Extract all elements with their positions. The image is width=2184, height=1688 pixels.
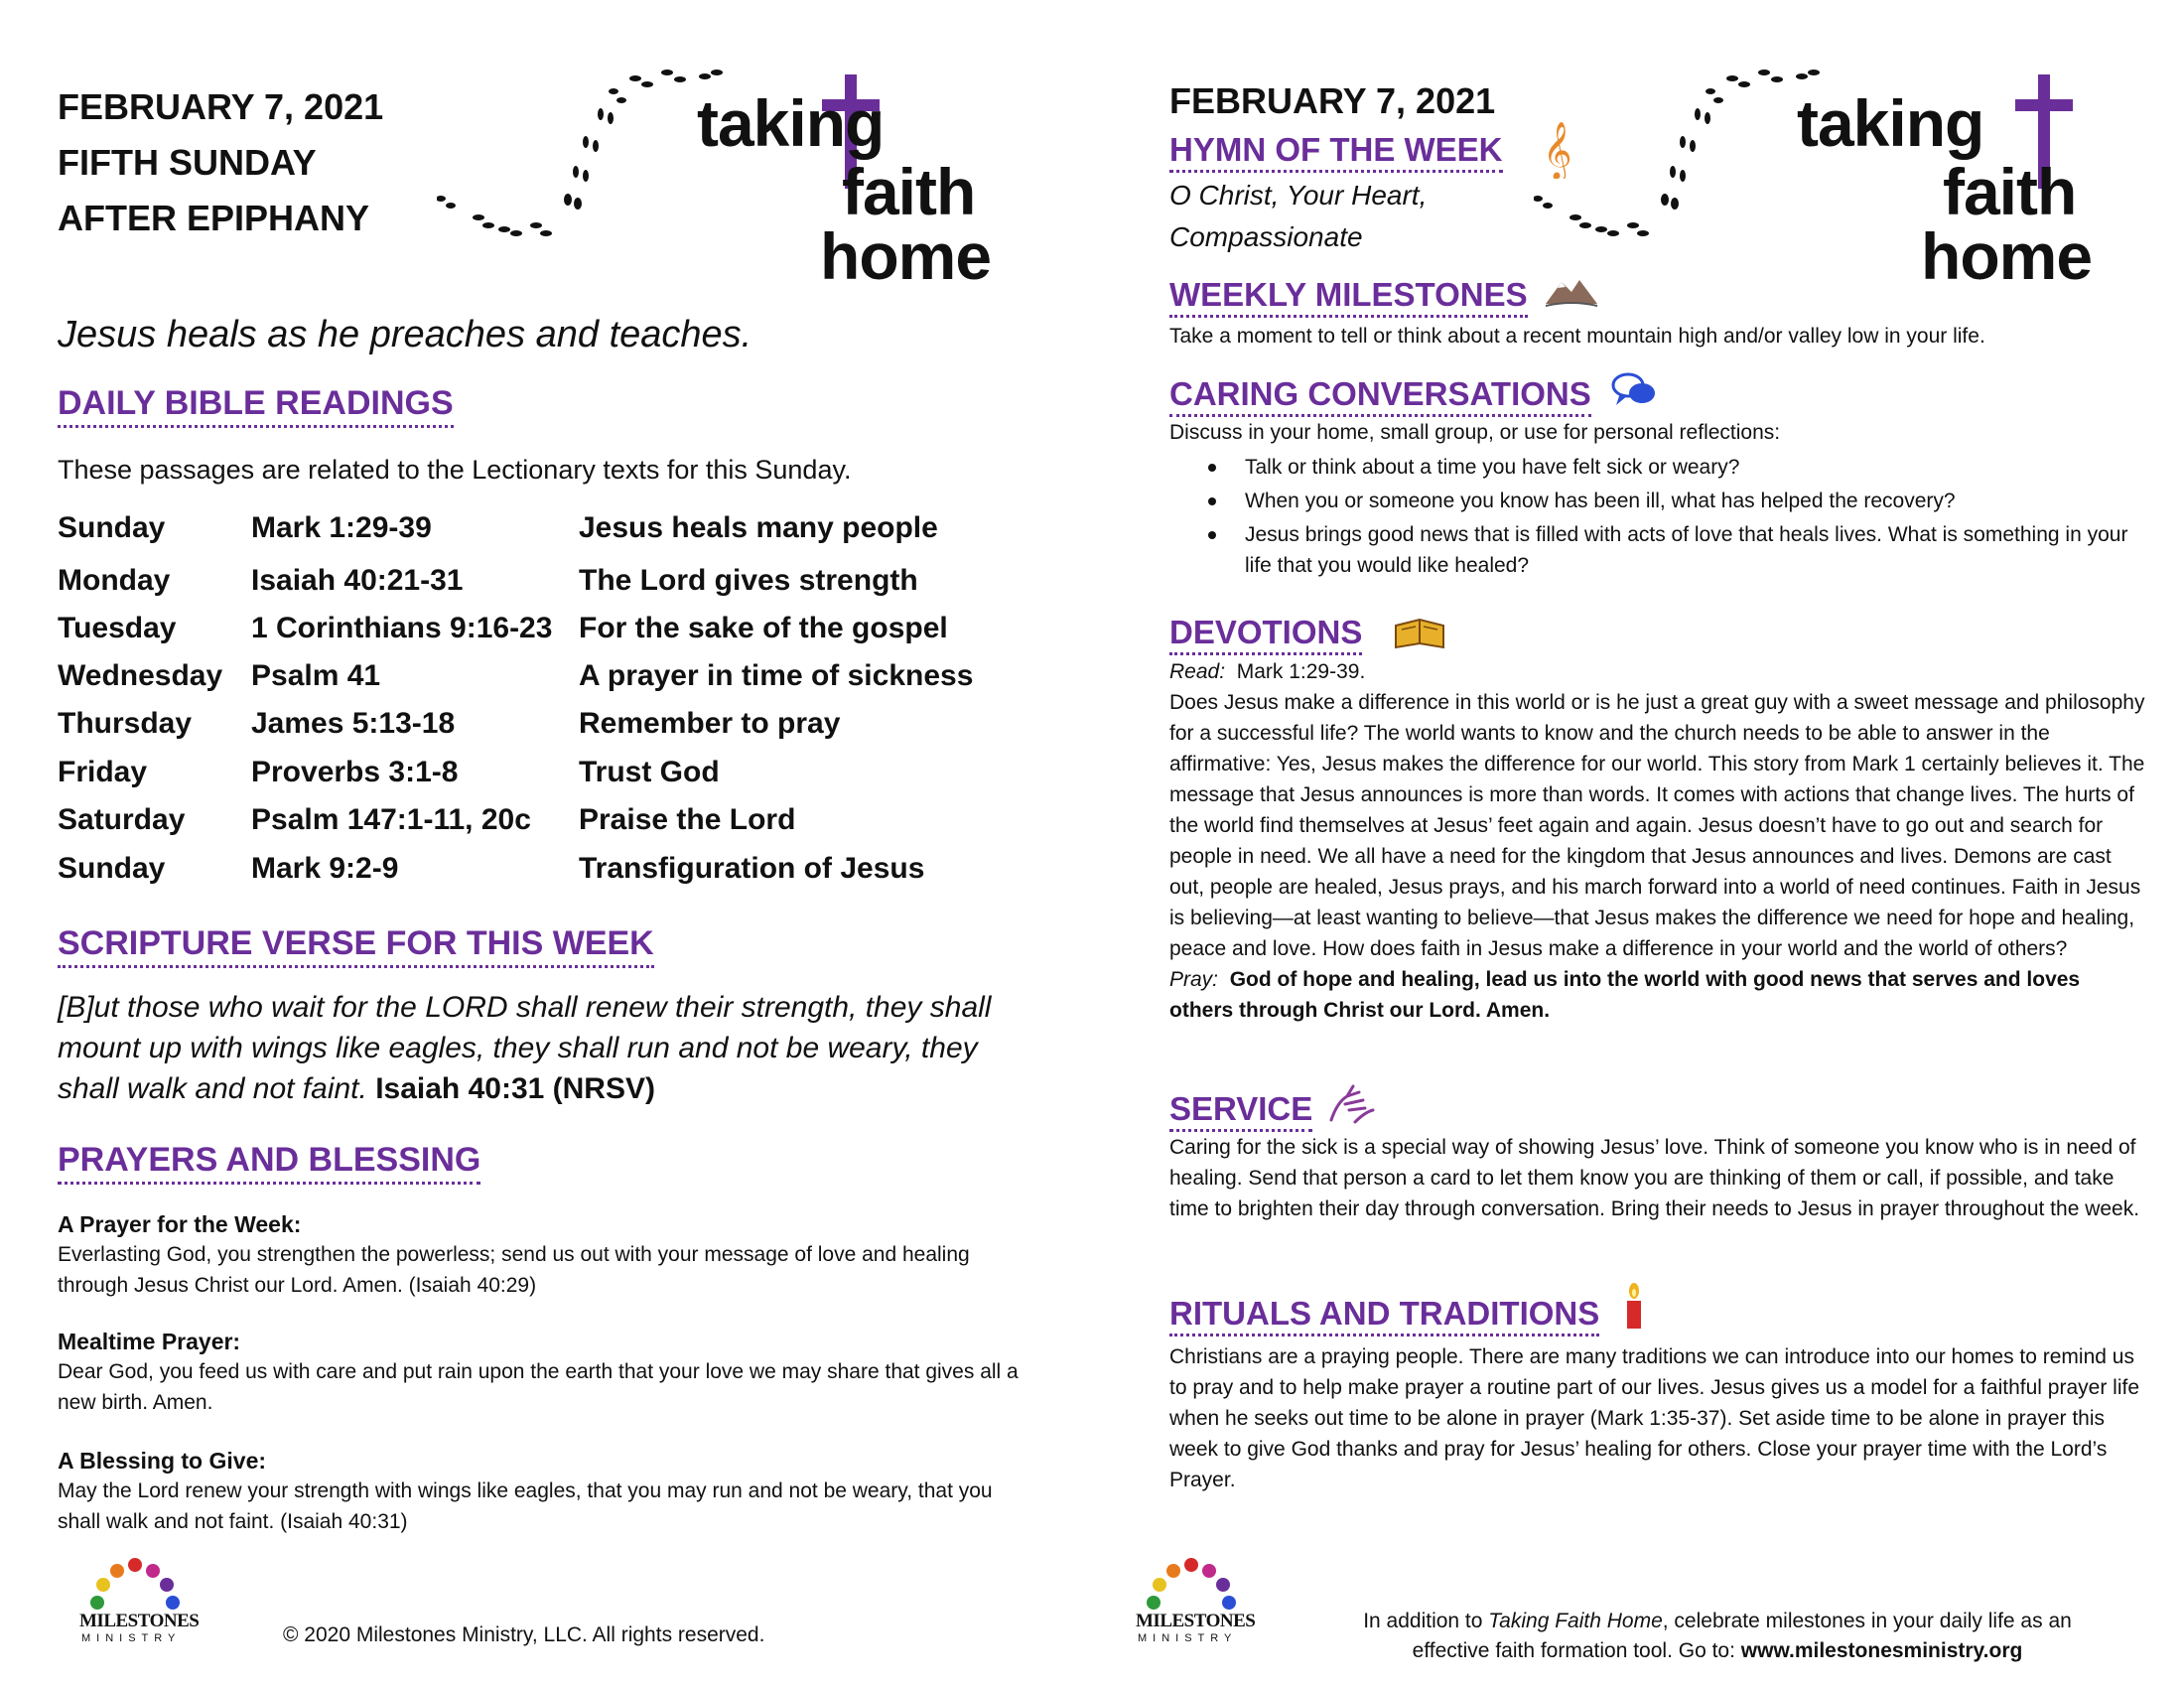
caring-heading-wrap (1169, 375, 1591, 417)
reading-day: Monday (58, 564, 171, 597)
reading-title: A prayer in time of sickness (579, 659, 974, 692)
mountain-icon (1544, 274, 1599, 310)
brand-line1: MILESTONES (79, 1611, 200, 1631)
logo-word-faith: faith (1943, 155, 2077, 228)
rituals-heading: RITUALS AND TRADITIONS (1169, 1295, 1599, 1336)
logo-word-home: home (820, 219, 992, 293)
reading-day: Sunday (58, 852, 166, 885)
reading-title: For the sake of the gospel (579, 612, 948, 644)
reading-ref: Mark 9:2-9 (251, 852, 399, 885)
milestones-logo-left (79, 1555, 199, 1650)
caring-item: Talk or think about a time you have felt sick or weary? (1245, 452, 2152, 483)
daily-readings-heading: DAILY BIBLE READINGS (58, 383, 454, 428)
logo-word-taking: taking (697, 86, 885, 160)
devotions-pray-line (1169, 964, 2147, 1026)
logo-word-taking: taking (1797, 86, 1984, 160)
mealtime-text: Dear God, you feed us with care and put rain upon the earth that your love we may share that gives all a new birth. Amen. (58, 1360, 1019, 1414)
logo-word-faith: faith (842, 155, 976, 228)
rituals-text: Christians are a praying people. There are many traditions we can introduce into our homes to remind us to pray and to help make prayer a routine part of our lives. Jesus gives us a model for a faithful prayer life when he seeks out time to be alone in prayer (Mark 1:35-37). Set aside time to be alone in prayer this week to give God thanks and pray for Jesus’ healing for others. Close your prayer time with the Lord’s Prayer. (1169, 1345, 2140, 1491)
reading-day: Friday (58, 756, 148, 788)
prayer-week-title: A Prayer for the Week: (58, 1211, 302, 1237)
milestones-text: Take a moment to tell or think about a recent mountain high and/or valley low in your life. (1169, 325, 1985, 348)
left-tagline: Jesus heals as he preaches and teaches. (58, 314, 752, 355)
caring-heading: CARING CONVERSATIONS (1169, 375, 1591, 417)
copyright: © 2020 Milestones Ministry, LLC. All rights reserved. (283, 1623, 765, 1646)
footer-line1 (1291, 1607, 2144, 1636)
brand-line2: MINISTRY (81, 1632, 182, 1644)
right-date: FEBRUARY 7, 2021 (1169, 80, 1496, 121)
reading-ref: Mark 1:29-39 (251, 511, 432, 544)
caring-item: Jesus brings good news that is filled with acts of love that heals lives. What is something in your life that you would like healed? (1245, 519, 2152, 581)
reading-day: Tuesday (58, 612, 177, 644)
devotions-read-label: Read: (1169, 660, 1226, 683)
service-heading-wrap (1169, 1090, 1312, 1132)
devotions-read-line (1169, 656, 2147, 687)
devotions-read-ref: Mark 1:29-39. (1236, 660, 1366, 683)
reading-ref: Psalm 147:1-11, 20c (251, 803, 531, 836)
reading-day: Sunday (58, 511, 166, 544)
left-title-line3: AFTER EPIPHANY (58, 198, 370, 238)
devotions-pray-label: Pray: (1169, 968, 1219, 991)
scripture-text: [B]ut those who wait for the LORD shall renew their strength, they shall mount up with wings like eagles, they shall run and not be weary, they shall walk and not faint. (58, 991, 992, 1105)
milestones-heading-wrap (1169, 276, 1528, 318)
devotions-heading: DEVOTIONS (1169, 614, 1362, 655)
reading-title: Trust God (579, 756, 720, 788)
left-title-line2: FIFTH SUNDAY (58, 142, 317, 183)
daily-readings-intro: These passages are related to the Lectionary texts for this Sunday. (58, 455, 852, 485)
prayer-week-block (58, 1209, 1040, 1301)
reading-title: Remember to pray (579, 707, 841, 740)
reading-ref: James 5:13-18 (251, 707, 456, 740)
reading-day: Wednesday (58, 659, 223, 692)
blessing-title: A Blessing to Give: (58, 1448, 267, 1474)
service-text: Caring for the sick is a special way of showing Jesus’ love. Think of someone you know who is in need of healing. Send that person a card to let them know you are thinking of them or call, if possible, and take time to brighten their day through conversation. Bring their needs to Jesus in prayer throughout the week. (1169, 1136, 2140, 1220)
footer-note (1291, 1607, 2144, 1666)
reading-ref: 1 Corinthians 9:16-23 (251, 612, 553, 644)
bible-icon (1392, 614, 1447, 653)
speech-bubbles-icon (1610, 369, 1660, 413)
reading-title: The Lord gives strength (579, 564, 918, 597)
hymn-title (1169, 175, 1427, 258)
scripture-ref: Isaiah 40:31 (NRSV) (375, 1072, 655, 1105)
scripture-verse (58, 987, 1040, 1109)
footer-pre: In addition to (1363, 1610, 1489, 1632)
reading-title: Transfiguration of Jesus (579, 852, 925, 885)
brand-line1: MILESTONES (1136, 1611, 1256, 1631)
prayers-heading: PRAYERS AND BLESSING (58, 1140, 480, 1185)
svg-text:𝄞: 𝄞 (1543, 121, 1572, 179)
footer-post: , celebrate milestones in your daily life as an (1662, 1610, 2072, 1632)
scripture-heading: SCRIPTURE VERSE FOR THIS WEEK (58, 923, 654, 968)
candle-icon (1622, 1283, 1646, 1331)
devotions-pray-text: God of hope and healing, lead us into the world with good news that serves and loves others through Christ our Lord. Amen. (1169, 968, 2081, 1022)
rainbow-dots-icon (79, 1555, 199, 1615)
milestones-logo-right (1136, 1555, 1255, 1650)
devotions-text: Does Jesus make a difference in this world or is he just a great guy with a sweet message and philosophy for a successful life? The world wants to know and the church needs to be able to answer in the affirmative: Yes, Jesus makes the difference for our world. This story from Mark 1 certainly believes it. The message that Jesus announces is more than words. It comes with actions that change lives. The hurts of the world find themselves at Jesus’ feet again and again. Jesus doesn’t have to go out and search for people in need. We all have a need for the kingdom that Jesus announces and lives. Demons are cast out, people are healed, Jesus prays, and his march forward into a world of need continues. Faith in Jesus is believing—at least wanting to believe—that Jesus makes the difference we need for hope and healing, peace and love. How does faith in Jesus make a difference in your world and the world of others? (1169, 691, 2145, 960)
reading-ref: Isaiah 40:21-31 (251, 564, 464, 597)
footer-line2 (1291, 1636, 2144, 1666)
rituals-heading-wrap (1169, 1295, 1599, 1336)
prayer-week-text: Everlasting God, you strengthen the powerless; send us out with your message of love and healing through Jesus Christ our Lord. Amen. (Isaiah 40:29) (58, 1243, 970, 1297)
footer-url-link[interactable]: www.milestonesministry.org (1740, 1639, 2023, 1662)
prayers-heading-wrap (58, 1140, 480, 1185)
caring-intro: Discuss in your home, small group, or use for personal reflections: (1169, 421, 1781, 444)
reading-day: Saturday (58, 803, 186, 836)
reading-ref: Psalm 41 (251, 659, 381, 692)
reading-ref: Proverbs 3:1-8 (251, 756, 459, 788)
hymn-heading: HYMN OF THE WEEK (1169, 131, 1503, 173)
caring-list (1169, 452, 2152, 584)
blessing-text: May the Lord renew your strength with wings like eagles, that you may run and not be weary, that you shall walk and not faint. (Isaiah 40:31) (58, 1479, 993, 1533)
taking-faith-home-logo-right (1534, 55, 2129, 303)
devotions-block (1169, 656, 2147, 1026)
footer-line2-pre: effective faith formation tool. Go to: (1412, 1639, 1741, 1662)
brand-line2: MINISTRY (1138, 1632, 1238, 1644)
mealtime-block (58, 1327, 1040, 1418)
hymn-line1: O Christ, Your Heart, (1169, 180, 1428, 211)
left-date: FEBRUARY 7, 2021 (58, 86, 384, 127)
reading-title: Praise the Lord (579, 803, 796, 836)
scripture-heading-wrap (58, 923, 654, 968)
caring-item: When you or someone you know has been ill, what has helped the recovery? (1245, 486, 2152, 516)
left-title-block (58, 79, 383, 246)
footer-italic: Taking Faith Home (1488, 1610, 1663, 1632)
blessing-block (58, 1446, 1040, 1537)
hymn-heading-wrap (1169, 131, 1503, 173)
mealtime-title: Mealtime Prayer: (58, 1329, 241, 1354)
daily-readings-heading-wrap (58, 383, 454, 428)
hands-icon (1325, 1082, 1377, 1126)
milestones-heading: WEEKLY MILESTONES (1169, 276, 1528, 318)
logo-word-home: home (1921, 219, 2093, 293)
reading-title: Jesus heals many people (579, 511, 938, 544)
service-heading: SERVICE (1169, 1090, 1312, 1132)
reading-day: Thursday (58, 707, 193, 740)
hymn-line2: Compassionate (1169, 221, 1363, 252)
rainbow-dots-icon (1136, 1555, 1255, 1615)
devotions-heading-wrap (1169, 614, 1362, 655)
taking-faith-home-logo-left (437, 55, 1032, 303)
